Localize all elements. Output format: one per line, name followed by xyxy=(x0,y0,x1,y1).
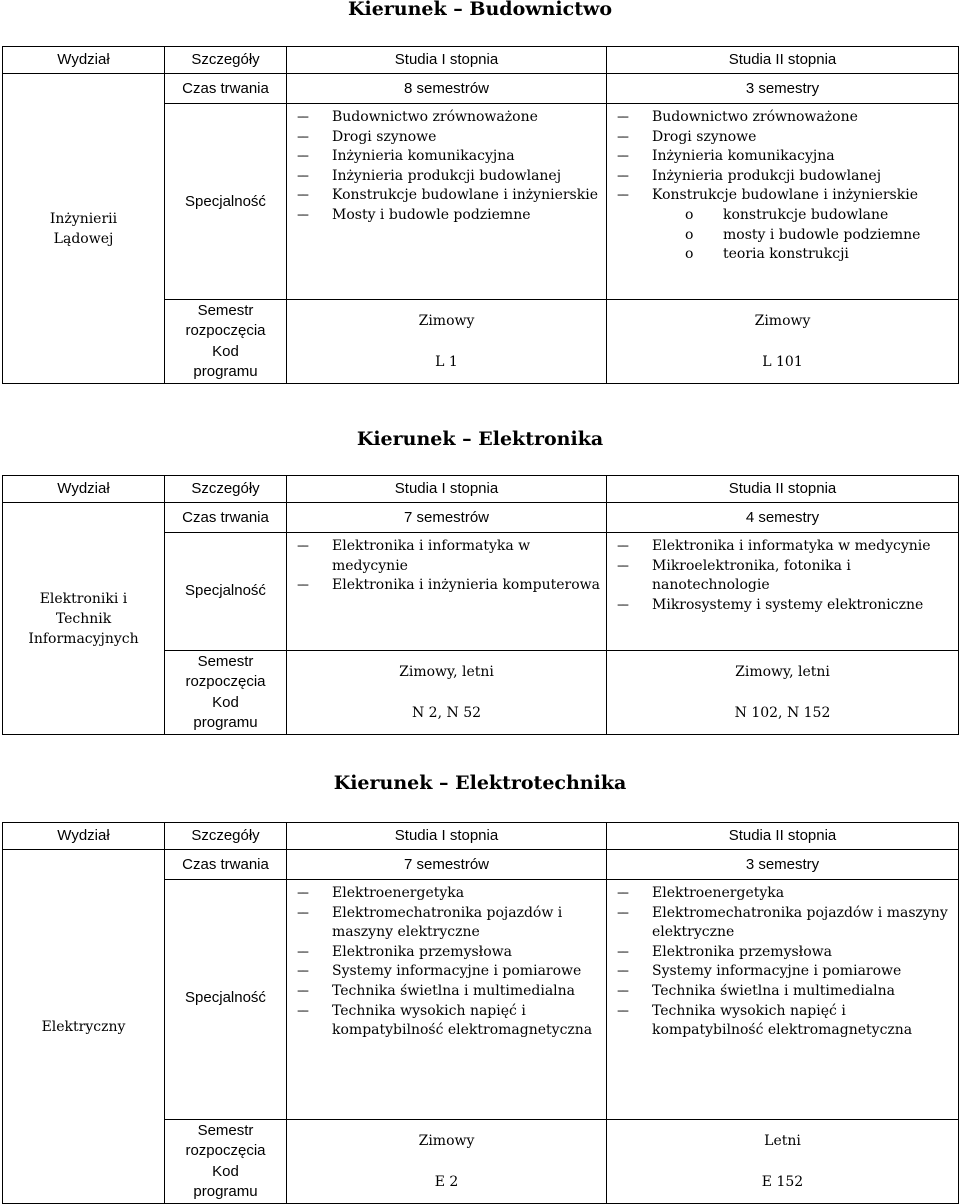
kod-studia1: L 1 xyxy=(287,342,607,384)
list-item: –– Mikrosystemy i systemy elektroniczne xyxy=(607,596,958,616)
semestr-label: Semestr rozpoczęcia xyxy=(165,651,287,693)
col-header-szczegoly: Szczegóły xyxy=(165,476,287,503)
wydzial-name: Elektroniki i Technik Informacyjnych xyxy=(3,503,165,735)
col-header-wydzial: Wydział xyxy=(3,823,165,850)
semestr-studia1: Zimowy xyxy=(287,1120,607,1162)
list-item: –– Elektronika i inżynieria komputerowa xyxy=(287,576,606,596)
specjalnosci-studia2 xyxy=(607,880,959,1120)
czas-trwania-studia2: 3 semestry xyxy=(607,850,959,880)
list-item: –– Inżynieria produkcji budowlanej xyxy=(287,167,606,187)
col-header-wydzial: Wydział xyxy=(3,47,165,74)
list-item: –– Elektronika przemysłowa xyxy=(607,943,958,963)
list-item: –– Technika świetlna i multimedialna xyxy=(287,982,606,1002)
program-table xyxy=(2,46,959,384)
col-header-wydzial: Wydział xyxy=(3,476,165,503)
semestr-studia1: Zimowy xyxy=(287,300,607,342)
col-header-studia2: Studia II stopnia xyxy=(607,823,959,850)
czas-trwania-studia1: 7 semestrów xyxy=(287,850,607,880)
list-item: –– Drogi szynowe xyxy=(607,128,958,148)
program-table xyxy=(2,822,959,1204)
czas-trwania-studia1: 8 semestrów xyxy=(287,74,607,104)
list-item: –– Inżynieria komunikacyjna xyxy=(287,147,606,167)
sub-list-item: o konstrukcje budowlane xyxy=(607,206,958,226)
semestr-studia2: Letni xyxy=(607,1120,959,1162)
list-item: –– Systemy informacyjne i pomiarowe xyxy=(287,962,606,982)
czas-trwania-studia2: 3 semestry xyxy=(607,74,959,104)
czas-trwania-label: Czas trwania xyxy=(165,503,287,533)
section-title: Kierunek – Elektronika xyxy=(356,428,604,450)
list-item: –– Elektromechatronika pojazdów i maszyny elektryczne xyxy=(607,904,958,943)
col-header-studia1: Studia I stopnia xyxy=(287,476,607,503)
specjalnosc-label: Specjalność xyxy=(165,533,287,651)
list-item: –– Elektronika i informatyka w medycynie xyxy=(607,537,958,557)
list-item: –– Elektromechatronika pojazdów i maszyny elektryczne xyxy=(287,904,606,943)
list-item: –– Konstrukcje budowlane i inżynierskie xyxy=(607,186,958,206)
list-item: –– Technika wysokich napięć i kompatybilność elektromagnetyczna xyxy=(287,1002,606,1041)
col-header-studia1: Studia I stopnia xyxy=(287,47,607,74)
sub-list-item: o mosty i budowle podziemne xyxy=(607,226,958,246)
czas-trwania-studia2: 4 semestry xyxy=(607,503,959,533)
kod-label: Kod programu xyxy=(165,342,287,384)
specjalnosci-studia2 xyxy=(607,104,959,300)
list-item: –– Konstrukcje budowlane i inżynierskie xyxy=(287,186,606,206)
col-header-studia2: Studia II stopnia xyxy=(607,476,959,503)
kod-label: Kod programu xyxy=(165,693,287,735)
sub-list-item: o teoria konstrukcji xyxy=(607,245,958,265)
program-table xyxy=(2,475,959,735)
list-item: –– Elektronika i informatyka w medycynie xyxy=(287,537,606,576)
section-title: Kierunek – Budownictwo xyxy=(347,0,613,20)
kod-studia2: L 101 xyxy=(607,342,959,384)
kod-studia1: E 2 xyxy=(287,1162,607,1204)
list-item: –– Elektroenergetyka xyxy=(287,884,606,904)
list-item: –– Mikroelektronika, fotonika i nanotechnologie xyxy=(607,557,958,596)
list-item: –– Technika świetlna i multimedialna xyxy=(607,982,958,1002)
list-item: –– Inżynieria produkcji budowlanej xyxy=(607,167,958,187)
specjalnosci-studia1 xyxy=(287,880,607,1120)
list-item: –– Inżynieria komunikacyjna xyxy=(607,147,958,167)
list-item: –– Budownictwo zrównoważone xyxy=(287,108,606,128)
semestr-studia1: Zimowy, letni xyxy=(287,651,607,693)
section-title: Kierunek – Elektrotechnika xyxy=(333,772,627,794)
col-header-studia1: Studia I stopnia xyxy=(287,823,607,850)
kod-studia2: N 102, N 152 xyxy=(607,693,959,735)
semestr-label: Semestr rozpoczęcia xyxy=(165,1120,287,1162)
kod-label: Kod programu xyxy=(165,1162,287,1204)
wydzial-name: Elektryczny xyxy=(3,850,165,1204)
list-item: –– Systemy informacyjne i pomiarowe xyxy=(607,962,958,982)
list-item: –– Drogi szynowe xyxy=(287,128,606,148)
col-header-szczegoly: Szczegóły xyxy=(165,47,287,74)
specjalnosci-studia1 xyxy=(287,104,607,300)
wydzial-name: Inżynierii Lądowej xyxy=(3,74,165,384)
col-header-studia2: Studia II stopnia xyxy=(607,47,959,74)
semestr-studia2: Zimowy, letni xyxy=(607,651,959,693)
semestr-studia2: Zimowy xyxy=(607,300,959,342)
kod-studia1: N 2, N 52 xyxy=(287,693,607,735)
list-item: –– Elektronika przemysłowa xyxy=(287,943,606,963)
col-header-szczegoly: Szczegóły xyxy=(165,823,287,850)
list-item: –– Technika wysokich napięć i kompatybilność elektromagnetyczna xyxy=(607,1002,958,1041)
specjalnosci-studia1 xyxy=(287,533,607,651)
semestr-label: Semestr rozpoczęcia xyxy=(165,300,287,342)
list-item: –– Elektroenergetyka xyxy=(607,884,958,904)
czas-trwania-studia1: 7 semestrów xyxy=(287,503,607,533)
czas-trwania-label: Czas trwania xyxy=(165,74,287,104)
czas-trwania-label: Czas trwania xyxy=(165,850,287,880)
specjalnosc-label: Specjalność xyxy=(165,880,287,1120)
list-item: –– Mosty i budowle podziemne xyxy=(287,206,606,226)
list-item: –– Budownictwo zrównoważone xyxy=(607,108,958,128)
kod-studia2: E 152 xyxy=(607,1162,959,1204)
specjalnosc-label: Specjalność xyxy=(165,104,287,300)
specjalnosci-studia2 xyxy=(607,533,959,651)
